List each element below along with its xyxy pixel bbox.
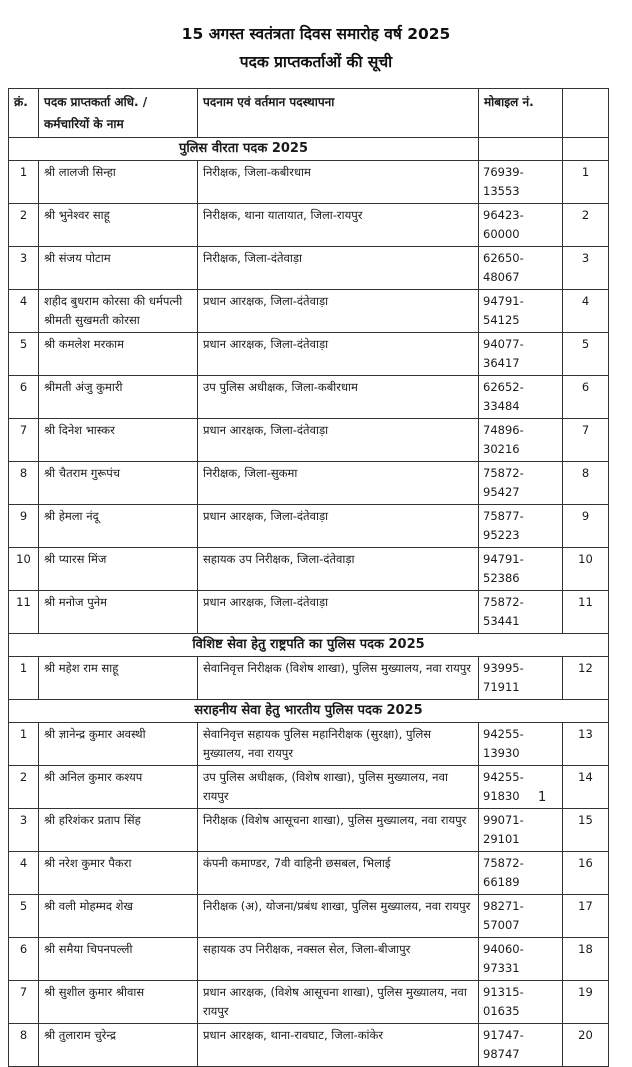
table-row [9,981,609,1024]
serial-number: 10 [9,548,39,591]
table-row [9,895,609,938]
table-row [9,376,609,419]
designation-posting: उप पुलिस अधीक्षक, जिला-कबीरधाम [198,376,479,419]
designation-posting: निरीक्षक, जिला-दंतेवाड़ा [198,247,479,290]
mobile-number: 98271-57007 [479,895,563,938]
table-row [9,1024,609,1067]
recipient-name: श्री ज्ञानेन्द्र कुमार अवस्थी [39,723,198,766]
designation-posting: सहायक उप निरीक्षक, जिला-दंतेवाड़ा [198,548,479,591]
page-number: 1 [538,790,547,805]
section-header-row [9,138,609,161]
table-row [9,723,609,766]
designation-posting: सेवानिवृत्त सहायक पुलिस महानिरीक्षक (सुरक्षा), पुलिस मुख्यालय, नवा रायपुर [198,723,479,766]
section-title: विशिष्ट सेवा हेतु राष्ट्रपति का पुलिस पदक 2025 [9,634,609,657]
recipient-name: श्री कमलेश मरकाम [39,333,198,376]
recipient-name: श्री चैतराम गुरूपंच [39,462,198,505]
table-row [9,419,609,462]
mobile-number: 94255-91830 [479,766,563,809]
designation-posting: उप पुलिस अधीक्षक, (विशेष शाखा), पुलिस मुख्यालय, नवा रायपुर [198,766,479,809]
serial-number: 6 [9,938,39,981]
mobile-number: 94791-54125 [479,290,563,333]
overall-index: 19 [563,981,609,1024]
overall-index: 5 [563,333,609,376]
mobile-number: 94791-52386 [479,548,563,591]
mobile-number: 62650-48067 [479,247,563,290]
serial-number: 3 [9,809,39,852]
table-row [9,204,609,247]
overall-index: 7 [563,419,609,462]
table-row [9,161,609,204]
mobile-number: 75872-95427 [479,462,563,505]
recipient-name: श्री वली मोहम्मद शेख [39,895,198,938]
table-header-row [9,89,609,138]
recipient-name: श्री मनोज पुनेम [39,591,198,634]
serial-number: 4 [9,290,39,333]
document-subtitle: पदक प्राप्तकर्ताओं की सूची [239,53,393,71]
recipient-name: श्री अनिल कुमार कश्यप [39,766,198,809]
overall-index: 9 [563,505,609,548]
mobile-number: 94255-13930 [479,723,563,766]
designation-posting: सहायक उप निरीक्षक, नक्सल सेल, जिला-बीजापुर [198,938,479,981]
serial-number: 8 [9,462,39,505]
mobile-number: 91315-01635 [479,981,563,1024]
overall-index: 10 [563,548,609,591]
table-row [9,505,609,548]
overall-index: 15 [563,809,609,852]
serial-number: 1 [9,161,39,204]
recipient-name: श्री तुलाराम चुरेन्द्र [39,1024,198,1067]
recipient-name: श्री लालजी सिन्हा [39,161,198,204]
overall-index: 16 [563,852,609,895]
serial-number: 6 [9,376,39,419]
serial-number: 4 [9,852,39,895]
mobile-number: 99071-29101 [479,809,563,852]
designation-posting: निरीक्षक, जिला-कबीरधाम [198,161,479,204]
recipient-name: शहीद बुधराम कोरसा की धर्मपत्नी श्रीमती सुखमती कोरसा [39,290,198,333]
document-title: 15 अगस्त स्वतंत्रता दिवस समारोह वर्ष 2025 [181,25,451,43]
designation-posting: सेवानिवृत्त निरीक्षक (विशेष शाखा), पुलिस मुख्यालय, नवा रायपुर [198,657,479,700]
recipient-name: श्री समैया चिपनपल्ली [39,938,198,981]
overall-index: 3 [563,247,609,290]
medal-recipients-table [8,88,609,1067]
mobile-number: 94060-97331 [479,938,563,981]
mobile-number: 91747-98747 [479,1024,563,1067]
serial-number: 11 [9,591,39,634]
designation-posting: प्रधान आरक्षक, जिला-दंतेवाड़ा [198,505,479,548]
table-row [9,591,609,634]
serial-number: 9 [9,505,39,548]
designation-posting: निरीक्षक (अ), योजना/प्रबंध शाखा, पुलिस मुख्यालय, नवा रायपुर [198,895,479,938]
serial-number: 5 [9,895,39,938]
header-name: पदक प्राप्तकर्ता अधि. /कर्मचारियों के नाम [39,89,198,138]
section-mobile-empty [479,138,563,161]
table-row [9,462,609,505]
overall-index: 4 [563,290,609,333]
table-row [9,657,609,700]
section-title: सराहनीय सेवा हेतु भारतीय पुलिस पदक 2025 [9,700,609,723]
mobile-number: 75872-53441 [479,591,563,634]
designation-posting: प्रधान आरक्षक, जिला-दंतेवाड़ा [198,419,479,462]
table-row [9,809,609,852]
designation-posting: निरीक्षक, थाना यातायात, जिला-रायपुर [198,204,479,247]
serial-number: 2 [9,766,39,809]
recipient-name: श्री संजय पोटाम [39,247,198,290]
overall-index: 18 [563,938,609,981]
overall-index: 2 [563,204,609,247]
table-row [9,852,609,895]
recipient-name: श्री भुनेश्वर साहू [39,204,198,247]
mobile-number: 94077-36417 [479,333,563,376]
mobile-number: 62652-33484 [479,376,563,419]
overall-index: 12 [563,657,609,700]
designation-posting: प्रधान आरक्षक, जिला-दंतेवाड़ा [198,333,479,376]
designation-posting: प्रधान आरक्षक, (विशेष आसूचना शाखा), पुलिस मुख्यालय, नवा रायपुर [198,981,479,1024]
mobile-number: 76939-13553 [479,161,563,204]
mobile-number: 96423-60000 [479,204,563,247]
section-header-row [9,700,609,723]
section-index-empty [563,138,609,161]
recipient-name: श्री नरेश कुमार पैकरा [39,852,198,895]
designation-posting: प्रधान आरक्षक, जिला-दंतेवाड़ा [198,591,479,634]
overall-index: 11 [563,591,609,634]
header-mobile: मोबाइल नं. [479,89,563,138]
table-row [9,766,609,809]
recipient-name: श्री दिनेश भास्कर [39,419,198,462]
table-row [9,247,609,290]
header-designation: पदनाम एवं वर्तमान पदस्थापना [198,89,479,138]
mobile-number: 93995-71911 [479,657,563,700]
designation-posting: निरीक्षक, जिला-सुकमा [198,462,479,505]
serial-number: 1 [9,723,39,766]
serial-number: 7 [9,419,39,462]
serial-number: 3 [9,247,39,290]
serial-number: 5 [9,333,39,376]
header-index [563,89,609,138]
table-row [9,938,609,981]
table-row [9,333,609,376]
header-sr: क्रं. [9,89,39,138]
overall-index: 17 [563,895,609,938]
overall-index: 8 [563,462,609,505]
recipient-name: श्री महेश राम साहू [39,657,198,700]
overall-index: 1 [563,161,609,204]
section-header-row [9,634,609,657]
section-title: पुलिस वीरता पदक 2025 [9,138,479,161]
mobile-number: 75877-95223 [479,505,563,548]
recipient-name: श्री हरिशंकर प्रताप सिंह [39,809,198,852]
recipient-name: श्री प्यारस मिंज [39,548,198,591]
overall-index: 20 [563,1024,609,1067]
serial-number: 8 [9,1024,39,1067]
mobile-number: 75872-66189 [479,852,563,895]
designation-posting: प्रधान आरक्षक, थाना-रावघाट, जिला-कांकेर [198,1024,479,1067]
recipient-name: श्री हेमला नंदू [39,505,198,548]
designation-posting: निरीक्षक (विशेष आसूचना शाखा), पुलिस मुख्यालय, नवा रायपुर [198,809,479,852]
table-row [9,548,609,591]
designation-posting: प्रधान आरक्षक, जिला-दंतेवाड़ा [198,290,479,333]
recipient-name: श्री सुशील कुमार श्रीवास [39,981,198,1024]
serial-number: 2 [9,204,39,247]
overall-index: 13 [563,723,609,766]
table-row [9,290,609,333]
serial-number: 1 [9,657,39,700]
overall-index: 14 [563,766,609,809]
mobile-number: 74896-30216 [479,419,563,462]
overall-index: 6 [563,376,609,419]
designation-posting: कंपनी कमाण्डर, 7वी वाहिनी छसबल, भिलाई [198,852,479,895]
recipient-name: श्रीमती अंजु कुमारी [39,376,198,419]
table-body [9,138,609,1067]
serial-number: 7 [9,981,39,1024]
